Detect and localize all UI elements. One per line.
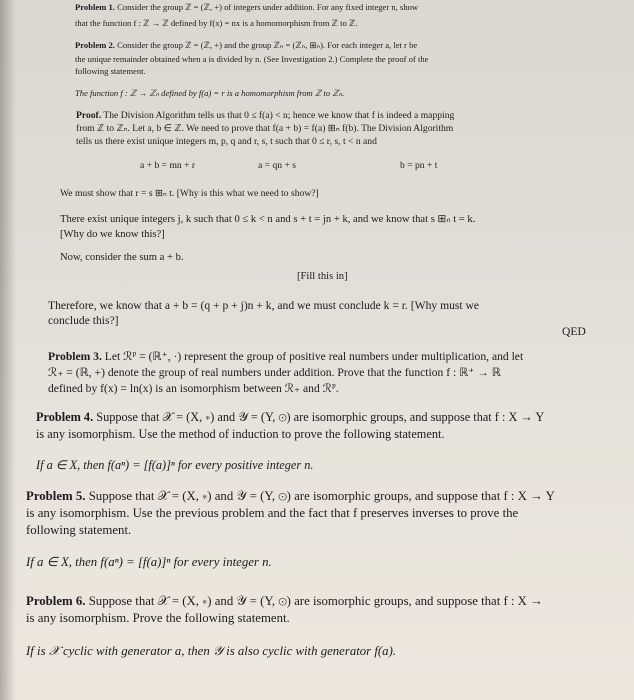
problem-6-statement: If is 𝒳 cyclic with generator a, then 𝒴 is also cyclic with generator f(a). — [26, 644, 397, 658]
equation-b: b = pn + t — [400, 160, 438, 171]
exist-line-2: [Why do we know this?] — [60, 229, 165, 240]
problem-4-statement: If a ∈ X, then f(aⁿ) = [f(a)]ⁿ for every positive integer n. — [36, 458, 314, 472]
problem-3-line-3: defined by f(x) = ln(x) is an isomorphism between ℛ₊ and ℛᴾ. — [48, 382, 339, 395]
problem-1-text-1: Consider the group ℤ = (ℤ, +) of integers under addition. For any fixed integer n, show — [117, 2, 419, 12]
therefore-line-2: conclude this?] — [48, 314, 119, 327]
problem-5-heading: Problem 5. — [26, 489, 86, 503]
proof-text-1: The Division Algorithm tells us that 0 ≤ f(a) < n; hence we know that f is indeed a mapping — [103, 110, 455, 121]
problem-2-line-1 — [75, 41, 417, 50]
problem-3-line-1 — [48, 351, 523, 363]
proof-label: Proof. — [76, 110, 102, 121]
problem-3-heading: Problem 3. — [48, 350, 102, 363]
problem-2-heading: Problem 2. — [75, 40, 115, 50]
qed-mark: QED — [562, 325, 586, 338]
problem-6-heading: Problem 6. — [26, 594, 86, 608]
problem-6-line-1 — [26, 595, 543, 608]
problem-5-text-1: Suppose that 𝒳 = (X, ∗) and 𝒴 = (Y, ⊙) are isomorphic groups, and suppose that f : X → Y — [88, 489, 555, 503]
problem-2-line-3: following statement. — [75, 66, 146, 76]
problem-2-statement: The function f : ℤ → ℤₙ defined by f(a) = r is a homomorphism from ℤ to ℤₙ. — [75, 88, 345, 98]
problem-5-line-2: is any isomorphism. Use the previous problem and the fact that f preserves inverses to prove the — [26, 506, 519, 520]
problem-4-line-2: is any isomorphism. Use the method of induction to prove the following statement. — [36, 427, 445, 441]
problem-4-line-1 — [36, 411, 544, 423]
proof-line-1 — [76, 111, 454, 121]
proof-line-3: tells us there exist unique integers m, p, q and r, s, t such that 0 ≤ r, s, t < n and — [76, 136, 377, 147]
problem-2-line-2: the unique remainder obtained when a is divided by n. (See Investigation 2.) Complete the proof of the — [75, 54, 429, 64]
problem-5-line-1 — [26, 490, 555, 503]
problem-6-text-1: Suppose that 𝒳 = (X, ∗) and 𝒴 = (Y, ⊙) are isomorphic groups, and suppose that f : X → — [88, 594, 543, 608]
problem-2-text-1: Consider the group ℤ = (ℤ, +) and the group ℤₙ = (ℤₙ, ⊞ₙ). For each integer a, let r be — [117, 40, 418, 50]
therefore-line-1: Therefore, we know that a + b = (q + p + j)n + k, and we must conclude k = r. [Why must we — [48, 299, 480, 312]
problem-1-line-1 — [75, 3, 418, 12]
fill-in-placeholder: [Fill this in] — [297, 271, 348, 282]
exist-line-1: There exist unique integers j, k such that 0 ≤ k < n and s + t = jn + k, and we know that s ⊞ₙ t = k. — [60, 214, 476, 225]
problem-5-statement: If a ∈ X, then f(aⁿ) = [f(a)]ⁿ for every integer n. — [26, 555, 272, 569]
problem-1-line-2: that the function f : ℤ → ℤ defined by f(x) = nx is a homomorphism from ℤ to ℤ. — [75, 18, 358, 28]
problem-6-line-2: is any isomorphism. Prove the following statement. — [26, 611, 290, 625]
page-edge-shadow — [0, 0, 16, 700]
problem-3-text-1: Let ℛᴾ = (ℝ⁺, ·) represent the group of positive real numbers under multiplication, and let — [104, 350, 524, 363]
consider-sum-line: Now, consider the sum a + b. — [60, 252, 184, 263]
problem-5-line-3: following statement. — [26, 523, 132, 537]
equation-a: a = qn + s — [258, 160, 297, 171]
proof-line-2: from ℤ to ℤₙ. Let a, b ∈ ℤ. We need to prove that f(a + b) = f(a) ⊞ₙ f(b). The Division Algorithm — [76, 123, 454, 134]
problem-4-heading: Problem 4. — [36, 410, 94, 424]
problem-3-line-2: ℛ₊ = (ℝ, +) denote the group of real numbers under addition. Prove that the function f : ℝ⁺ → ℝ — [48, 366, 501, 379]
problem-1-heading: Problem 1. — [75, 2, 115, 12]
equation-a-plus-b: a + b = mn + r — [140, 160, 196, 171]
must-show-line: We must show that r = s ⊞ₙ t. [Why is this what we need to show?] — [60, 188, 319, 199]
problem-4-text-1: Suppose that 𝒳 = (X, ∗) and 𝒴 = (Y, ⊙) are isomorphic groups, and suppose that f : X → Y — [96, 410, 545, 424]
